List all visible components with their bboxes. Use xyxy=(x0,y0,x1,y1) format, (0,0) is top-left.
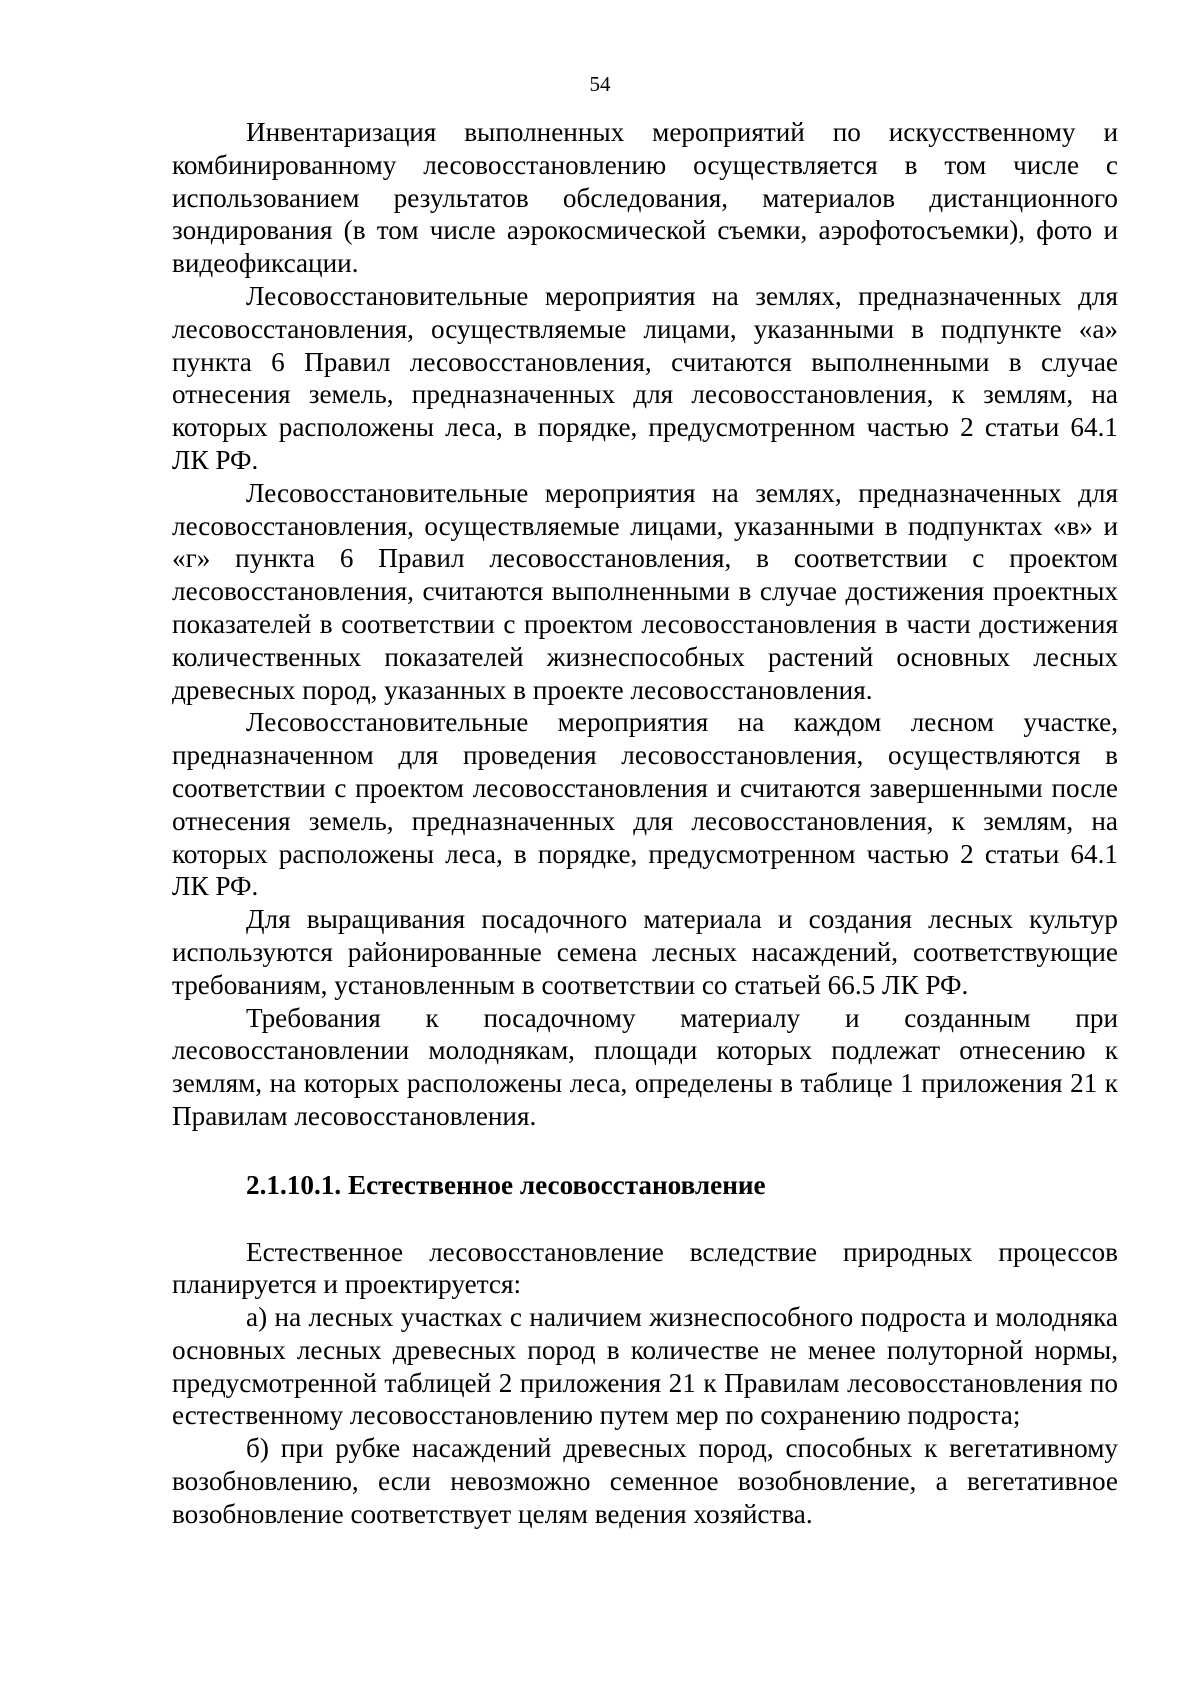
paragraph: Лесовосстановительные мероприятия на землях, предназначенных для лесовосстановления, осуществляемые лицами, указанными в подпункте «а» пункта 6 Правил лесовосстановления, считаются выполненными в случае отнесения земель, предназначенных для лесовосстановления, к землям, на которых расположены леса, в порядке, предусмотренном частью 2 статьи 64.1 ЛК РФ. xyxy=(172,280,1118,475)
paragraph: Инвентаризация выполненных мероприятий по искусственному и комбинированному лесовосстановлению осуществляется в том числе с использованием результатов обследования, материалов дистанционного зондирования (в том числе аэрокосмической съемки, аэрофотосъемки), фото и видеофиксации. xyxy=(172,117,1118,279)
document-body xyxy=(172,116,1118,1531)
list-item: б) при рубке насаждений древесных пород, способных к вегетативному возобновлению, если невозможно семенное возобновление, а вегетативное возобновление соответствует целям ведения хозяйства. xyxy=(172,1433,1118,1529)
paragraph: Для выращивания посадочного материала и создания лесных культур используются районированные семена лесных насаждений, соответствующие требованиям, установленным в соответствии со статьей 66.5 ЛК РФ. xyxy=(172,904,1118,1000)
paragraph: Лесовосстановительные мероприятия на землях, предназначенных для лесовосстановления, осуществляемые лицами, указанными в подпунктах «в» и «г» пункта 6 Правил лесовосстановления, в соответствии с проектом лесовосстановления, считаются выполненными в случае достижения проектных показателей в соответствии с проектом лесовосстановления в части достижения количественных показателей жизнеспособных растений основных лесных древесных пород, указанных в проекте лесовосстановления. xyxy=(172,477,1118,705)
paragraph: Лесовосстановительные мероприятия на каждом лесном участке, предназначенном для проведения лесовосстановления, осуществляются в соответствии с проектом лесовосстановления и считаются завершенными после отнесения земель, предназначенных для лесовосстановления, к землям, на которых расположены леса, в порядке, предусмотренном частью 2 статьи 64.1 ЛК РФ. xyxy=(172,707,1118,902)
section-heading: 2.1.10.1. Естественное лесовосстановление xyxy=(246,1169,766,1200)
list-item: а) на лесных участках с наличием жизнеспособного подроста и молодняка основных лесных древесных пород в количестве не менее полуторной нормы, предусмотренной таблицей 2 приложения 21 к Правилам лесовосстановления по естественному лесовосстановлению путем мер по сохранению подроста; xyxy=(172,1302,1118,1431)
page-number: 54 xyxy=(589,72,611,96)
paragraph: Естественное лесовосстановление вследствие природных процессов планируется и проектируется: xyxy=(172,1236,1118,1300)
paragraph: Требования к посадочному материалу и созданным при лесовосстановлении молоднякам, площади которых подлежат отнесению к землям, на которых расположены леса, определены в таблице 1 приложения 21 к Правилам лесовосстановления. xyxy=(172,1002,1118,1131)
